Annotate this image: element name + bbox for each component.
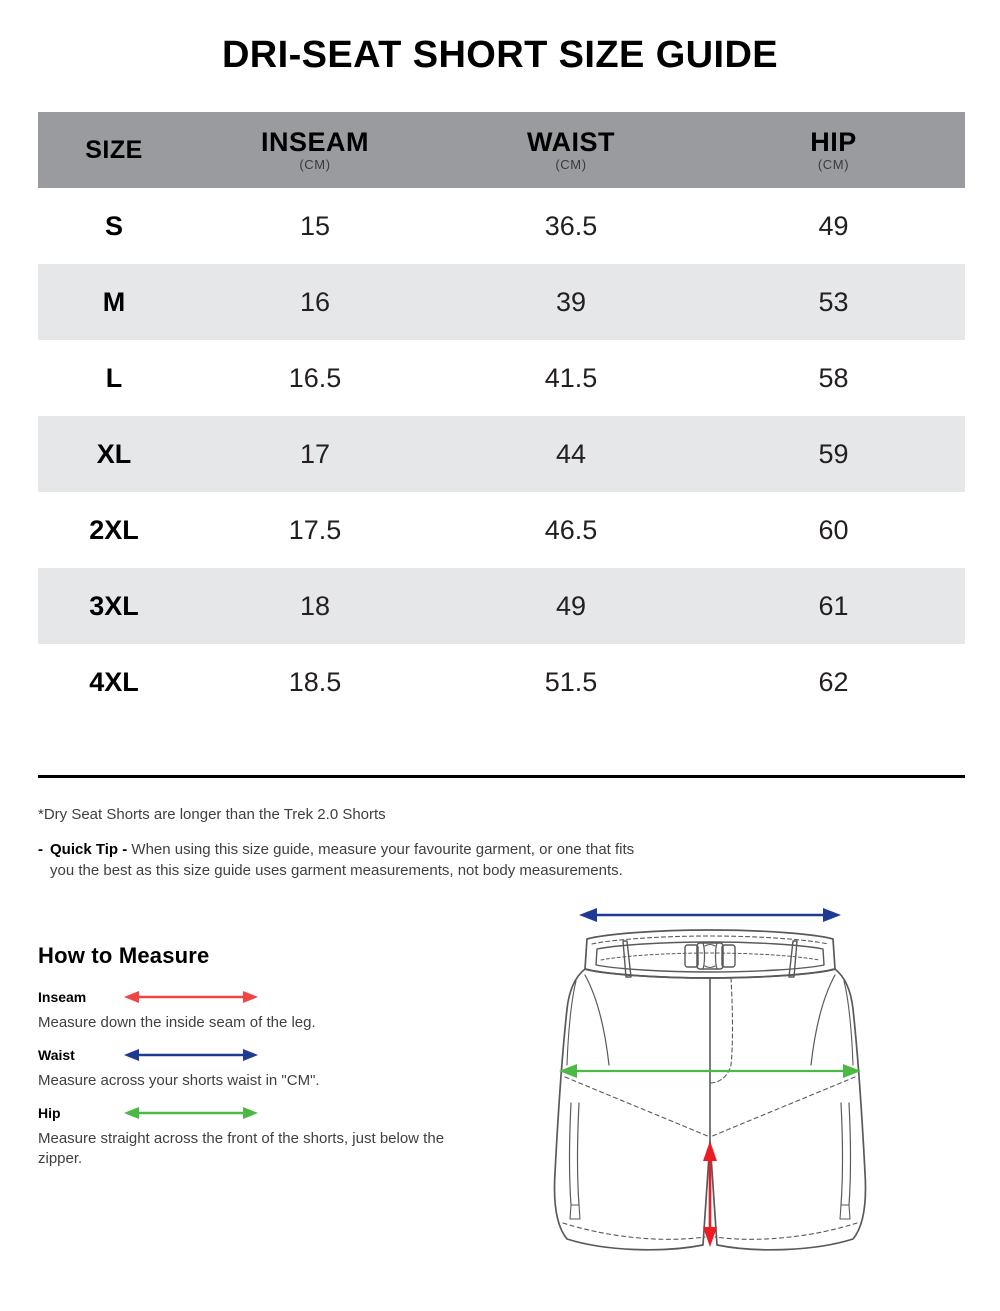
- cell-size: XL: [38, 416, 190, 492]
- cell-size: L: [105, 362, 123, 393]
- cell-size: M: [38, 264, 190, 340]
- cell-inseam: 16: [190, 264, 440, 340]
- cell-hip: 49: [818, 210, 849, 241]
- leg-zip-left: [570, 1103, 581, 1219]
- footnotes: [38, 805, 638, 881]
- measure-desc-inseam: Measure down the inside seam of the leg.: [38, 1014, 316, 1031]
- column-header-waist-unit: (CM): [555, 157, 587, 173]
- pocket-right-edge: [844, 981, 853, 1065]
- table-header: [38, 112, 965, 188]
- double-arrow-icon-inseam: [124, 989, 258, 1005]
- waistband: [585, 930, 835, 978]
- cell-waist: 49: [440, 568, 702, 644]
- column-header-hip: [702, 112, 965, 188]
- column-header-inseam-unit: (CM): [299, 157, 331, 173]
- table-row: [38, 188, 965, 264]
- quick-tip-text: When using this size guide, measure your favourite garment, or one that fits you the best as this size guide uses garment measurements, not body measurements.: [50, 840, 635, 879]
- section-divider: [38, 775, 965, 778]
- quick-tip-body: [50, 839, 638, 882]
- page-title: DRI-SEAT SHORT SIZE GUIDE: [221, 34, 779, 76]
- cell-waist: 51.5: [544, 666, 598, 697]
- belt-buckle-icon: [685, 943, 735, 969]
- table-row: [38, 644, 965, 720]
- column-header-inseam-label: INSEAM: [260, 126, 369, 157]
- pocket-left: [585, 975, 609, 1065]
- yoke-seam-left: [565, 1077, 710, 1137]
- double-arrow-icon-waist: [124, 1047, 258, 1063]
- size-chart-table: [38, 112, 965, 720]
- fly-curve: [710, 978, 733, 1083]
- pocket-right: [811, 975, 835, 1065]
- table-row: [38, 416, 965, 492]
- shorts-diagram-svg: [545, 905, 875, 1275]
- cell-waist: 41.5: [544, 362, 598, 393]
- table-row: [38, 568, 965, 644]
- cell-inseam: 17.5: [288, 514, 342, 545]
- quick-tip-note: [38, 839, 638, 882]
- belt-loop-right: [789, 941, 797, 977]
- pocket-left-edge: [567, 981, 576, 1065]
- cell-hip: 58: [818, 362, 849, 393]
- table-header-row: [38, 112, 965, 188]
- cell-waist: 46.5: [544, 514, 598, 545]
- table-body: [38, 188, 965, 720]
- hem-stitch-left: [563, 1223, 705, 1239]
- column-header-waist-label: WAIST: [527, 126, 615, 157]
- table-row: [38, 264, 965, 340]
- cell-hip: 53: [702, 264, 965, 340]
- asterisk-note: *Dry Seat Shorts are longer than the Trek 2.0 Shorts: [38, 806, 386, 823]
- cell-inseam: 15: [299, 210, 331, 241]
- inseam-measure-arrow: [703, 1141, 717, 1247]
- column-header-hip-unit: (CM): [817, 157, 850, 173]
- leg-zip-right: [840, 1103, 851, 1219]
- belt-loop-left: [623, 941, 631, 977]
- how-to-measure-heading: How to Measure: [38, 943, 210, 968]
- cell-waist: 44: [440, 416, 702, 492]
- measure-desc-waist: Measure across your shorts waist in "CM".: [38, 1072, 320, 1090]
- cell-size: 2XL: [89, 514, 139, 545]
- cell-size: 3XL: [38, 568, 190, 644]
- how-to-measure-section: [38, 943, 488, 1180]
- column-header-inseam: [190, 112, 440, 188]
- cell-waist: 36.5: [544, 210, 598, 241]
- yoke-seam-right: [710, 1077, 855, 1137]
- cell-inseam: 17: [190, 416, 440, 492]
- column-header-size-label: SIZE: [85, 135, 143, 164]
- cell-inseam: 18.5: [288, 666, 342, 697]
- cell-inseam: 16.5: [288, 362, 342, 393]
- cell-hip: 59: [702, 416, 965, 492]
- cell-size: S: [104, 210, 123, 241]
- measure-item-hip: [38, 1102, 488, 1167]
- column-header-size: [38, 112, 190, 188]
- cell-inseam: 18: [190, 568, 440, 644]
- cell-hip: 62: [818, 666, 849, 697]
- measure-label-inseam: Inseam: [38, 989, 87, 1005]
- column-header-waist: [440, 112, 702, 188]
- cell-size: 4XL: [89, 666, 139, 697]
- table-row: [38, 492, 965, 568]
- cell-hip: 60: [818, 514, 849, 545]
- measure-item-waist: [38, 1044, 488, 1090]
- belt-strap-stitch: [601, 953, 819, 960]
- measure-item-inseam: [38, 986, 488, 1032]
- cell-waist: 39: [440, 264, 702, 340]
- measure-desc-hip: Measure straight across the front of the shorts, just below the zipper.: [38, 1130, 445, 1167]
- quick-tip-bullet: -: [38, 840, 43, 858]
- cell-hip: 61: [702, 568, 965, 644]
- quick-tip-label: Quick Tip -: [50, 840, 128, 858]
- column-header-hip-label: HIP: [810, 126, 857, 157]
- double-arrow-icon-hip: [124, 1105, 258, 1121]
- measure-label-waist: Waist: [38, 1047, 75, 1064]
- measure-label-hip: Hip: [38, 1105, 61, 1122]
- hem-stitch-right: [715, 1223, 857, 1239]
- table-row: [38, 340, 965, 416]
- shorts-diagram: [545, 905, 875, 1275]
- waist-measure-arrow: [579, 908, 841, 922]
